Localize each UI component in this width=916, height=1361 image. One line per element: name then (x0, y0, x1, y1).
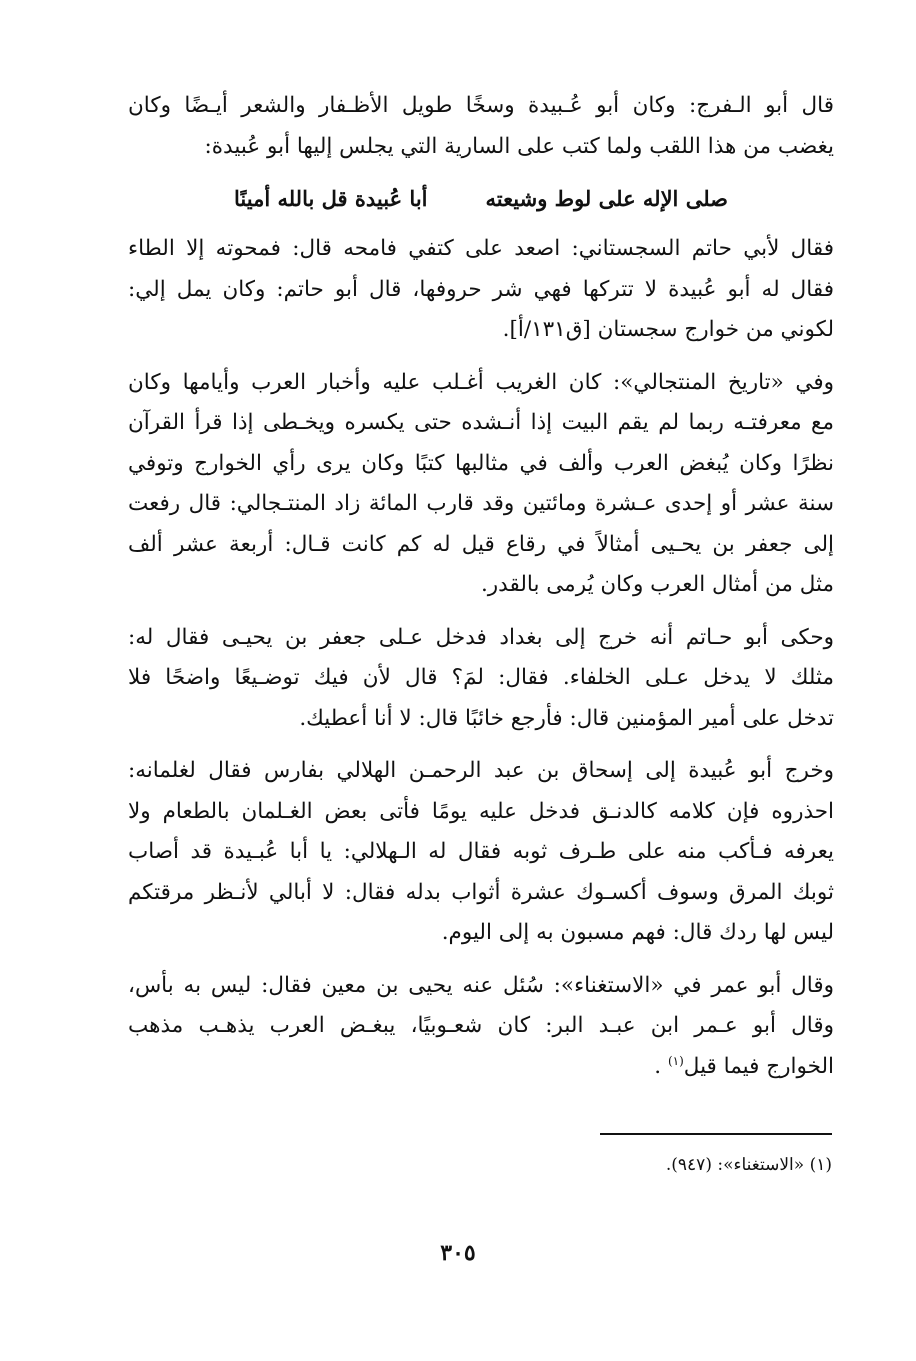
footnote: (١) «الاستغناء»: (٩٤٧). (665, 1155, 832, 1175)
text-fragment: . (654, 1053, 668, 1079)
paragraph-2 (128, 229, 834, 351)
paragraph-5 (128, 751, 834, 954)
poetry-verse (234, 179, 728, 219)
text-line: تدخل على أمير المؤمنين قال: فأرجع خائبًا قال: لا أنا أعطيك. (299, 705, 834, 731)
footnote-marker[interactable]: (١) (667, 1053, 684, 1068)
text-line: ليس لها ردك قال: فهم مسبون به إلى اليوم. (441, 920, 834, 945)
verse-second-hemistich: أبا عُبيدة قل بالله أمينًا (234, 186, 428, 211)
text-line: نظرًا وكان يُبغض العرب وألف في مثالبها كتبًا وكان يرى رأي الخوارج وتوفي (128, 450, 834, 476)
text-line-with-footnote (128, 1047, 834, 1088)
paragraph-3 (128, 363, 834, 606)
footnote-separator (600, 1133, 832, 1135)
text-line: لكوني من خوارج سجستان [ق١٣١/أ]. (502, 317, 834, 342)
paragraph-4 (128, 618, 834, 740)
text-line: فقال لأبي حاتم السجستاني: اصعد على كتفي فامحه قال: فمحوته إلا الطاء (128, 236, 834, 261)
text-line: وفي «تاريخ المنتجالي»: كان الغريب أغـلب عليه وأخبار العرب وأيامها وكان (128, 369, 834, 395)
text-line: قال أبو الـفرج: وكان أبو عُـبيدة وسخًا طويل الأظـفار والشعر أيـضًا وكان (128, 93, 834, 118)
paragraph-1 (128, 86, 834, 167)
text-line: مثلك لا يدخل عـلى الخلفاء. فقال: لمَ؟ قال لأن فيك توضـيعًا واضحًا فلا (128, 665, 834, 690)
verse-first-hemistich: صلى الإله على لوط وشيعته (485, 186, 728, 211)
page-number: ٣٠٥ (440, 1240, 476, 1266)
text-line: وقال أبو عـمر ابن عبـد البر: كان شعـوبيًا، يبغـض العرب يذهـب مذهب (128, 1013, 834, 1038)
text-line: فقال له أبو عُبيدة لا تتركها فهي شر حروفها، قال أبو حاتم: وكان يمل إلي: (128, 276, 834, 302)
text-fragment: الخوارج فيما قيل (683, 1053, 834, 1079)
text-line: وخرج أبو عُبيدة إلى إسحاق بن عبد الرحمـن الهلالي بفارس فقال لغلمانه: (128, 758, 834, 783)
main-text (128, 86, 834, 1099)
paragraph-6 (128, 966, 834, 1088)
text-line: سنة عشر أو إحدى عـشرة ومائتين وقد قارب المائة زاد المنتـجالي: قال رفعت (128, 491, 834, 516)
text-line: مع معرفتـه ربما لم يقم البيت إذا أنـشده حتى يكسره ويخـطى إذا قرأ القرآن (128, 410, 834, 435)
text-line: يغضب من هذا اللقب ولما كتب على السارية التي يجلس إليها أبو عُبيدة: (204, 133, 834, 159)
text-line: وحكى أبو حـاتم أنه خرج إلى بغداد فدخل عـلى جعفر بن يحيـى فقال له: (128, 624, 834, 650)
text-line: إلى جعفر بن يحـيى أمثالاً في رقاع قيل له كم كانت قـال: أربعة عشر ألف (128, 531, 834, 557)
text-line: يعرفه فـأكب منه على طـرف ثوبه فقال له الـهلالي: يا أبا عُبـيدة قد أصاب (128, 839, 834, 864)
text-line: مثل من أمثال العرب وكان يُرمى بالقدر. (480, 572, 834, 597)
text-line: ثوبك المرق وسوف أكسـوك عشرة أثواب بدله فقال: لا أبالي لأنـظر مرقتكم (128, 879, 834, 905)
text-line: احذروه فإن كلامه كالدنـق فدخل عليه يومًا فأتى بعض الغـلمان بالطعام ولا (128, 798, 834, 824)
text-line: وقال أبو عمر في «الاستغناء»: سُئل عنه يحيى بن معين فقال: ليس به بأس، (128, 972, 834, 998)
